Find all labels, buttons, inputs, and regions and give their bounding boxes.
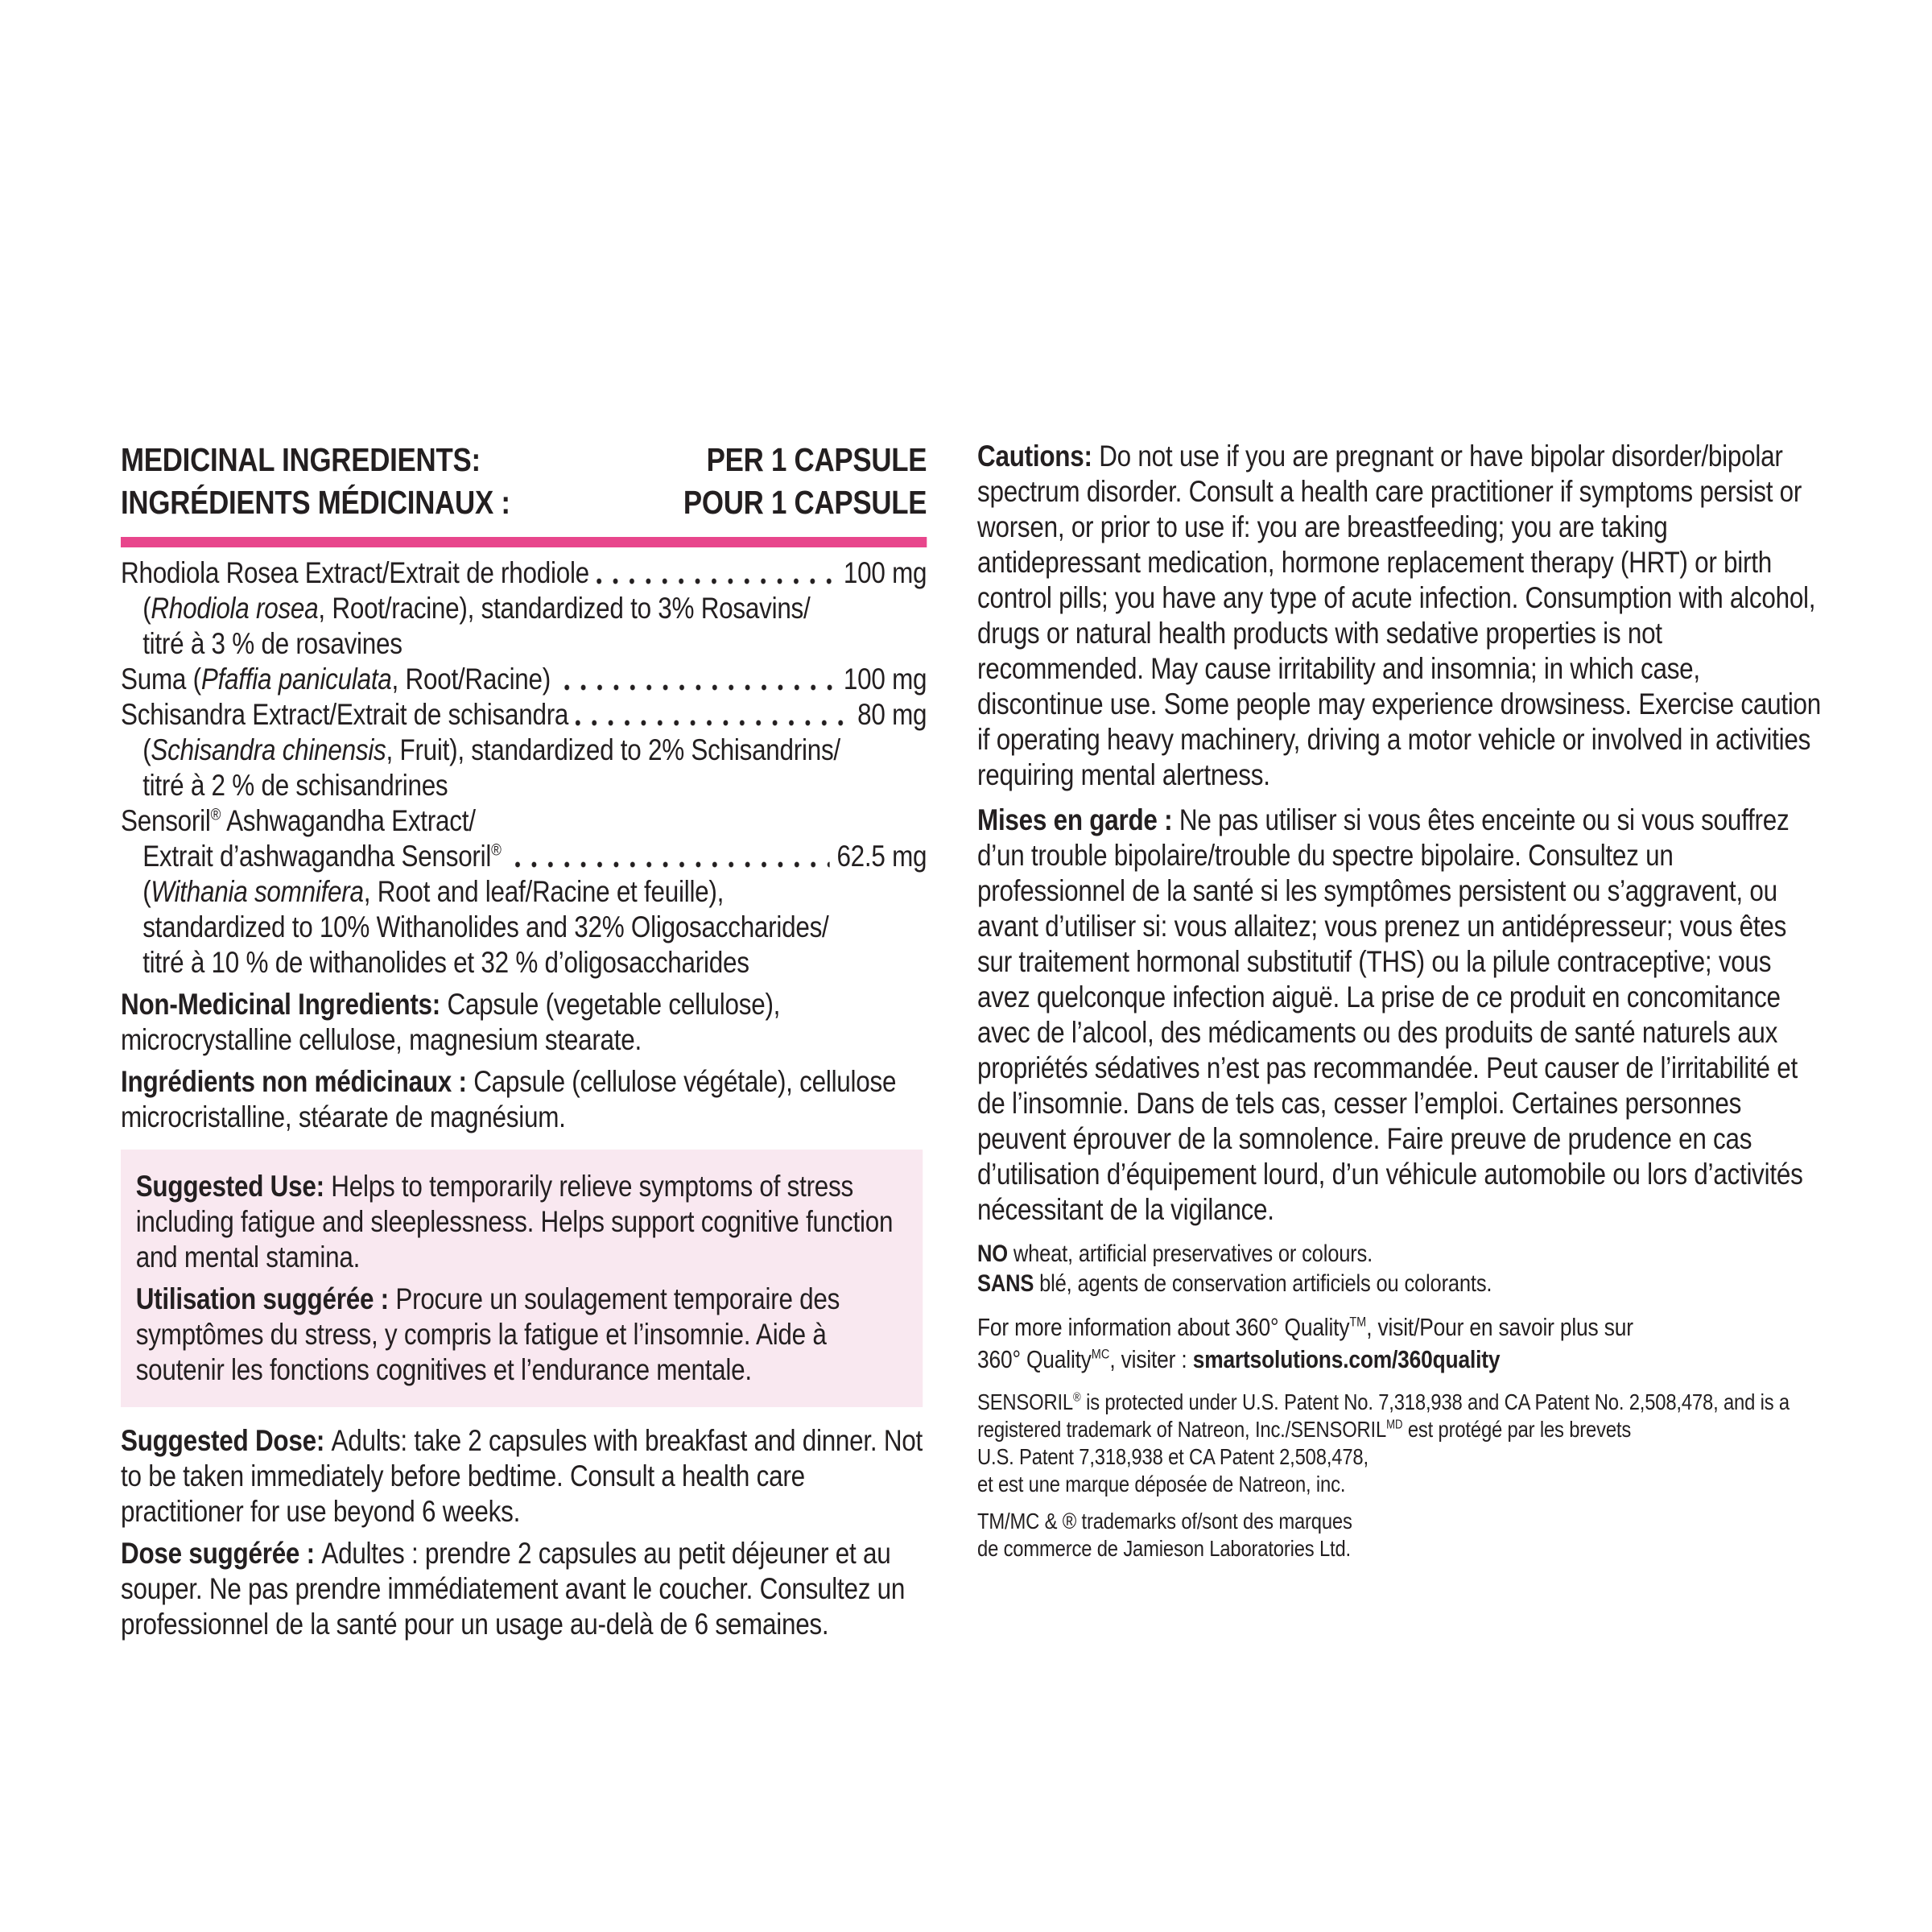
mises-en-garde-paragraph: Mises en garde : Ne pas utiliser si vous êtes enceinte ou si vous souffrez d’un trouble bipolaire/trouble du spectre bipolaire. Consultez un professionnel de la santé si les symptômes persistent ou s’aggravent, ou avant d’utiliser si: vous allaitez; vous prenez un antidépresseur; vous êtes sur traitement hormonal substitutif (THS) ou la pilule contraceptive; vous avez quelconque infection aiguë. La prise de ce produit en concomitance avec de l’alcool, des médicaments ou des produits de santé naturels aux propriétés sédatives n’est pas recommandée. Peut causer de l’irritabilité et de l’insomnie. Dans de tels cas, cesser l’emploi. Certaines personnes peuvent éprouver de la somnolence. Faire preuve de prudence en cas d’utilisation d’équipement lourd, d’un véhicule automobile ou lors d’activités nécessitant de la vigilance. xyxy=(977,803,1803,1226)
no-wheat-claim-en: NO wheat, artificial preservatives or colours. xyxy=(977,1241,1373,1267)
ingredient-name: (Schisandra chinensis, Fruit), standardized to 2% Schisandrins/ xyxy=(142,733,840,766)
ingredient-line xyxy=(121,910,927,945)
suggested-dose-en-paragraph: Suggested Dose: Adults: take 2 capsules with breakfast and dinner. Not to be taken immediately before bedtime. Consult a health care practitioner for use beyond 6 weeks. xyxy=(121,1424,923,1528)
ingredient-line xyxy=(121,697,927,733)
trademark-note: TM/MC & ® trademarks of/sont des marques de commerce de Jamieson Laboratories Ltd. xyxy=(977,1509,1352,1561)
per-capsule-header xyxy=(683,439,927,524)
ingredient-amount: 100 mg xyxy=(843,556,927,589)
cautions-paragraph: Cautions: Do not use if you are pregnant or have bipolar disorder/bipolar spectrum disorder. Consult a health care practitioner if symptoms persist or worsen, or prior to use if: you are breastfeeding; you are taking antidepressant medication, hormone replacement therapy (HRT) or birth control pills; you have any type of acute infection. Consumption with alcohol, drugs or natural health products with sedative properties is not recommended. May cause irritability and insomnia; in which case, discontinue use. Some people may experience drowsiness. Exercise caution if operating heavy machinery, driving a motor vehicle or involved in activities requiring mental alertness. xyxy=(977,440,1822,791)
ingredient-line xyxy=(121,768,927,803)
ingredient-line xyxy=(121,874,927,910)
ingredient-name: Suma (Pfaffia paniculata, Root/Racine) xyxy=(121,663,558,696)
ingredient-name: Rhodiola Rosea Extract/Extrait de rhodiole xyxy=(121,556,589,589)
ingredient-line xyxy=(121,662,927,697)
ingredient-amount: 100 mg xyxy=(843,663,927,696)
ingredient-name: Schisandra Extract/Extrait de schisandra xyxy=(121,698,569,731)
medicinal-ingredients-header xyxy=(121,439,927,524)
dot-leader xyxy=(596,555,836,591)
suggested-use-en-paragraph: Suggested Use: Helps to temporarily relieve symptoms of stress including fatigue and sleeplessness. Helps support cognitive function and mental stamina. xyxy=(135,1170,894,1274)
non-medicinal-fr-paragraph: Ingrédients non médicinaux : Capsule (cellulose végétale), cellulose microcristalline, stéarate de magnésium. xyxy=(121,1065,897,1133)
ingredient-line xyxy=(121,839,927,874)
no-wheat-claim-fr: SANS blé, agents de conservation artificiels ou colorants. xyxy=(977,1270,1492,1297)
suggested-use-fr-paragraph: Utilisation suggérée : Procure un soulagement temporaire des symptômes du stress, y compris la fatigue et l’insomnie. Aide à soutenir les fonctions cognitives et l’endurance mentale. xyxy=(135,1282,840,1386)
ingredient-name: (Rhodiola rosea, Root/racine), standardized to 3% Rosavins/ xyxy=(142,592,811,625)
medicinal-ingredients-title-en: MEDICINAL INGREDIENTS: xyxy=(121,441,481,478)
ingredient-name: Sensoril® Ashwagandha Extract/ xyxy=(121,804,476,837)
ingredient-name: Extrait d’ashwagandha Sensoril® xyxy=(142,840,502,873)
accent-rule xyxy=(121,537,927,547)
ingredient-name: standardized to 10% Withanolides and 32% Oligosaccharides/ xyxy=(142,910,829,943)
ingredients-list xyxy=(121,555,927,980)
ingredient-amount: 80 mg xyxy=(857,698,927,731)
left-column xyxy=(121,439,927,1642)
ingredient-name: (Withania somnifera, Root and leaf/Racine et feuille), xyxy=(142,875,724,908)
ingredient-name: titré à 10 % de withanolides et 32 % d’oligosaccharides xyxy=(142,946,749,979)
dot-leader xyxy=(564,662,836,697)
ingredient-name: titré à 2 % de schisandrines xyxy=(142,769,448,802)
ingredient-line xyxy=(121,733,927,768)
medicinal-ingredients-title-fr: INGRÉDIENTS MÉDICINAUX : xyxy=(121,484,510,521)
ingredient-line xyxy=(121,591,927,626)
ingredient-name: titré à 3 % de rosavines xyxy=(142,627,402,660)
sensoril-patent-note: SENSORIL® is protected under U.S. Patent No. 7,318,938 and CA Patent No. 2,508,478, and is a registered trademark of Natreon, $Inc./SENSORIL^{MD}$ est protégé par les brevets U.S. Patent 7,318,938 et CA Patent 2,508,478, et est une marque déposée de Natreon, inc. xyxy=(977,1389,1790,1496)
per-capsule-en: PER 1 CAPSULE xyxy=(706,441,927,478)
ingredient-line xyxy=(121,555,927,591)
right-column xyxy=(977,439,1827,1563)
non-medicinal-en-paragraph: Non-Medicinal Ingredients: Capsule (vegetable cellulose), microcrystalline cellulose, magnesium stearate. xyxy=(121,988,781,1056)
medicinal-ingredients-title xyxy=(121,439,510,524)
per-capsule-fr: POUR 1 CAPSULE xyxy=(683,484,927,521)
claims-group xyxy=(977,1239,1827,1298)
dot-leader xyxy=(515,839,830,874)
dot-leader xyxy=(576,697,851,733)
suggested-use-highlight xyxy=(121,1150,923,1407)
ingredient-line xyxy=(121,803,927,839)
more-info-paragraph: For more information about 360° Quality™, visit/Pour en savoir plus sur 360° Quality$^{MC}$, visiter : smartsolutions.com/360quality xyxy=(977,1313,1633,1373)
suggested-dose-fr-paragraph: Dose suggérée : Adultes : prendre 2 capsules au petit déjeuner et au souper. Ne pas prendre immédiatement avant le coucher. Consultez un professionnel de la santé pour un usage au-delà de 6 semaines. xyxy=(121,1537,906,1641)
ingredient-line xyxy=(121,626,927,662)
ingredient-line xyxy=(121,945,927,980)
ingredient-amount: 62.5 mg xyxy=(836,840,927,873)
